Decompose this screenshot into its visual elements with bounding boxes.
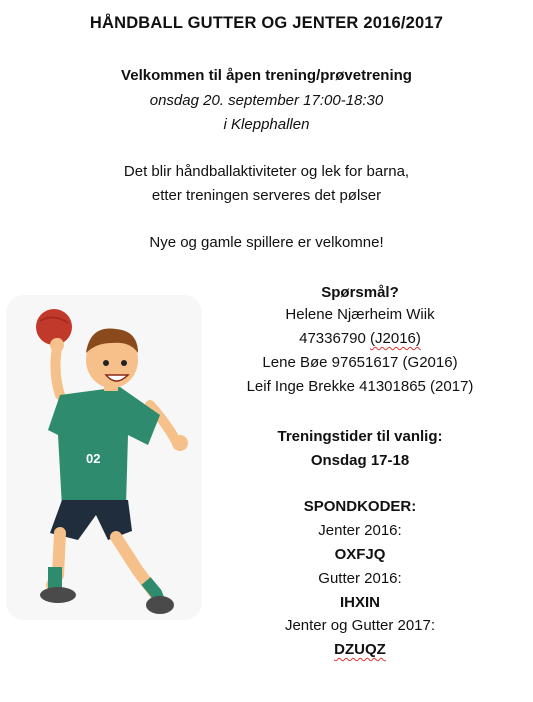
spond-group-3-label: Jenter og Gutter 2017:	[284, 617, 436, 634]
raising-hand	[50, 338, 64, 352]
left-sock	[48, 567, 62, 589]
contact-3: Leif Inge Brekke 41301865 (2017)	[246, 378, 474, 395]
contact-1-phone: 47336790	[299, 330, 366, 347]
spond-group-1-label: Jenter 2016:	[318, 522, 402, 539]
players-welcome: Nye og gamle spillere er velkomne!	[149, 234, 384, 251]
left-eye	[103, 360, 109, 366]
handball-player-illustration	[0, 295, 210, 625]
contact-1-phone-line	[200, 330, 520, 348]
event-location: i Klepphallen	[223, 116, 310, 133]
page-title: HÅNDBALL GUTTER OG JENTER 2016/2017	[89, 14, 444, 32]
left-shoe	[40, 587, 76, 603]
event-time: onsdag 20. september 17:00-18:30	[149, 92, 384, 109]
spond-group-3-code: DZUQZ	[334, 641, 386, 658]
contact-1-name: Helene Njærheim Wiik	[285, 306, 435, 323]
spond-heading: SPONDKODER:	[303, 498, 417, 515]
welcome-heading: Velkommen til åpen trening/prøvetrening	[121, 67, 412, 84]
right-shoe	[146, 596, 174, 614]
fist	[172, 435, 188, 451]
spond-group-2-code: IHXIN	[339, 594, 380, 611]
right-eye	[121, 360, 127, 366]
spond-group-2-label: Gutter 2016:	[318, 570, 402, 587]
info-line-2: etter treningen serveres det pølser	[151, 187, 382, 204]
training-heading: Treningstider til vanlig:	[277, 428, 443, 445]
training-time: Onsdag 17-18	[310, 452, 410, 469]
contacts-heading: Spørsmål?	[321, 284, 399, 301]
info-line-1: Det blir håndballaktiviteter og lek for barna,	[123, 163, 410, 180]
contact-1-group: (J2016)	[370, 330, 421, 347]
spond-group-1-code: OXFJQ	[334, 546, 386, 563]
shirt-number: 02	[86, 451, 101, 466]
contact-2: Lene Bøe 97651617 (G2016)	[262, 354, 458, 371]
